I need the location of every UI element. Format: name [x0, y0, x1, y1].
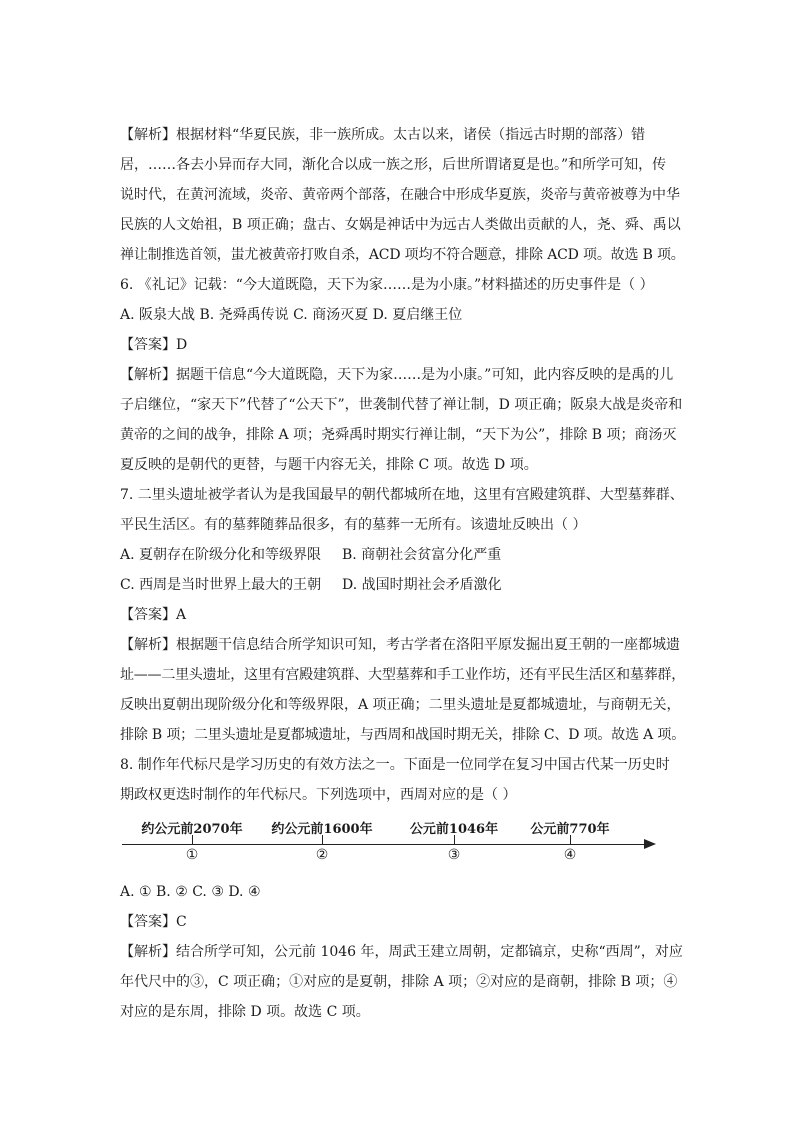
- timeline-axis: [122, 844, 646, 845]
- question-6-stem: 6. 《礼记》记载：“今大道既隐，天下为家……是为小康。”材料描述的历史事件是（ ）: [120, 277, 654, 293]
- timeline-marker-1: ①: [185, 847, 199, 863]
- timeline-marker-3: ③: [447, 847, 461, 863]
- year-timeline-figure: [120, 818, 690, 878]
- timeline-label-1: 约公元前2070年: [141, 822, 243, 837]
- question-7-option-a: A. 夏朝存在阶级分化和等级界限: [120, 547, 322, 563]
- question-7-stem-line-1: 7. 二里头遗址被学者认为是我国最早的朝代都城所在地，这里有宫殿建筑群、大型墓葬群、: [120, 487, 684, 503]
- analysis-q8-line-1: 【解析】结合所学可知，公元前 1046 年，周武王建立周朝，定都镐京，史称“西周”，对应: [120, 944, 683, 960]
- analysis-q6-line-1: 【解析】据题干信息“今大道既隐，天下为家……是为小康。”可知，此内容反映的是禹的儿: [120, 367, 674, 383]
- question-6-options: A. 阪泉大战 B. 尧舜禹传说 C. 商汤灭夏 D. 夏启继王位: [120, 307, 463, 323]
- analysis-q7-line-4: 排除 B 项；二里头遗址是夏都城遗址，与西周和战国时期无关，排除 C、D 项。故选 A 项。: [120, 727, 686, 743]
- analysis-q5-line-5: 禅让制推选首领，蚩尤被黄帝打败自杀，ACD 项均不符合题意，排除 ACD 项。故选 B 项。: [120, 247, 685, 263]
- timeline-label-2: 约公元前1600年: [271, 822, 373, 837]
- analysis-q6-line-2: 子启继位，“家天下”代替了“公天下”，世袭制代替了禅让制，D 项正确；阪泉大战是炎帝和: [120, 397, 683, 413]
- question-7-option-b: B. 商朝社会贫富分化严重: [342, 547, 502, 563]
- analysis-q7-line-1: 【解析】根据题干信息结合所学知识可知，考古学者在洛阳平原发掘出夏王朝的一座都城遗: [120, 637, 680, 653]
- analysis-q6-line-4: 夏反映的是朝代的更替，与题干内容无关，排除 C 项。故选 D 项。: [120, 457, 538, 473]
- question-8-stem-line-1: 8. 制作年代标尺是学习历史的有效方法之一。下面是一位同学在复习中国古代某一历史时: [120, 757, 670, 773]
- question-7-answer: 【答案】A: [120, 607, 187, 623]
- analysis-q5-line-1: 【解析】根据材料“华夏民族，非一族所成。太古以来，诸侯（指远古时期的部落）错: [120, 127, 646, 143]
- question-7-option-d: D. 战国时期社会矛盾激化: [342, 577, 502, 593]
- question-8-options: A. ① B. ② C. ③ D. ④: [120, 884, 261, 900]
- timeline-label-3: 公元前1046年: [409, 822, 499, 837]
- timeline-arrow-icon: [644, 839, 656, 849]
- question-6-answer: 【答案】D: [120, 337, 188, 353]
- analysis-q6-line-3: 黄帝的之间的战争，排除 A 项；尧舜禹时期实行禅让制，“天下为公”，排除 B 项；商汤灭: [120, 427, 677, 443]
- analysis-q8-line-2: 年代尺中的③，C 项正确；①对应的是夏朝，排除 A 项；②对应的是商朝，排除 B 项；④: [120, 974, 678, 990]
- analysis-q8-line-3: 对应的是东周，排除 D 项。故选 C 项。: [120, 1004, 370, 1020]
- analysis-q5-line-3: 说时代，在黄河流域，炎帝、黄帝两个部落，在融合中形成华夏族，炎帝与黄帝被尊为中华: [120, 187, 680, 203]
- question-7-stem-line-2: 平民生活区。有的墓葬随葬品很多，有的墓葬一无所有。该遗址反映出（ ）: [120, 517, 587, 533]
- question-8-stem-line-2: 期政权更迭时制作的年代标尺。下列选项中，西周对应的是（ ）: [120, 787, 517, 803]
- question-8-answer: 【答案】C: [120, 914, 187, 930]
- analysis-q5-line-2: 居，……各去小异而存大同，渐化合以成一族之形，后世所谓诸夏是也。”和所学可知，传: [120, 157, 667, 173]
- timeline-label-4: 公元前770年: [530, 822, 610, 837]
- question-7-option-c: C. 西周是当时世界上最大的王朝: [120, 577, 322, 593]
- timeline-marker-2: ②: [315, 847, 329, 863]
- analysis-q5-line-4: 民族的人文始祖，B 项正确；盘古、女娲是神话中为远古人类做出贡献的人，尧、舜、禹以: [120, 217, 681, 233]
- analysis-q7-line-3: 反映出夏朝出现阶级分化和等级界限，A 项正确；二里头遗址是夏都城遗址，与商朝无关，: [120, 697, 681, 713]
- analysis-q7-line-2: 址——二里头遗址，这里有宫殿建筑群、大型墓葬和手工业作坊，还有平民生活区和墓葬群，: [120, 667, 685, 683]
- timeline-marker-4: ④: [563, 847, 577, 863]
